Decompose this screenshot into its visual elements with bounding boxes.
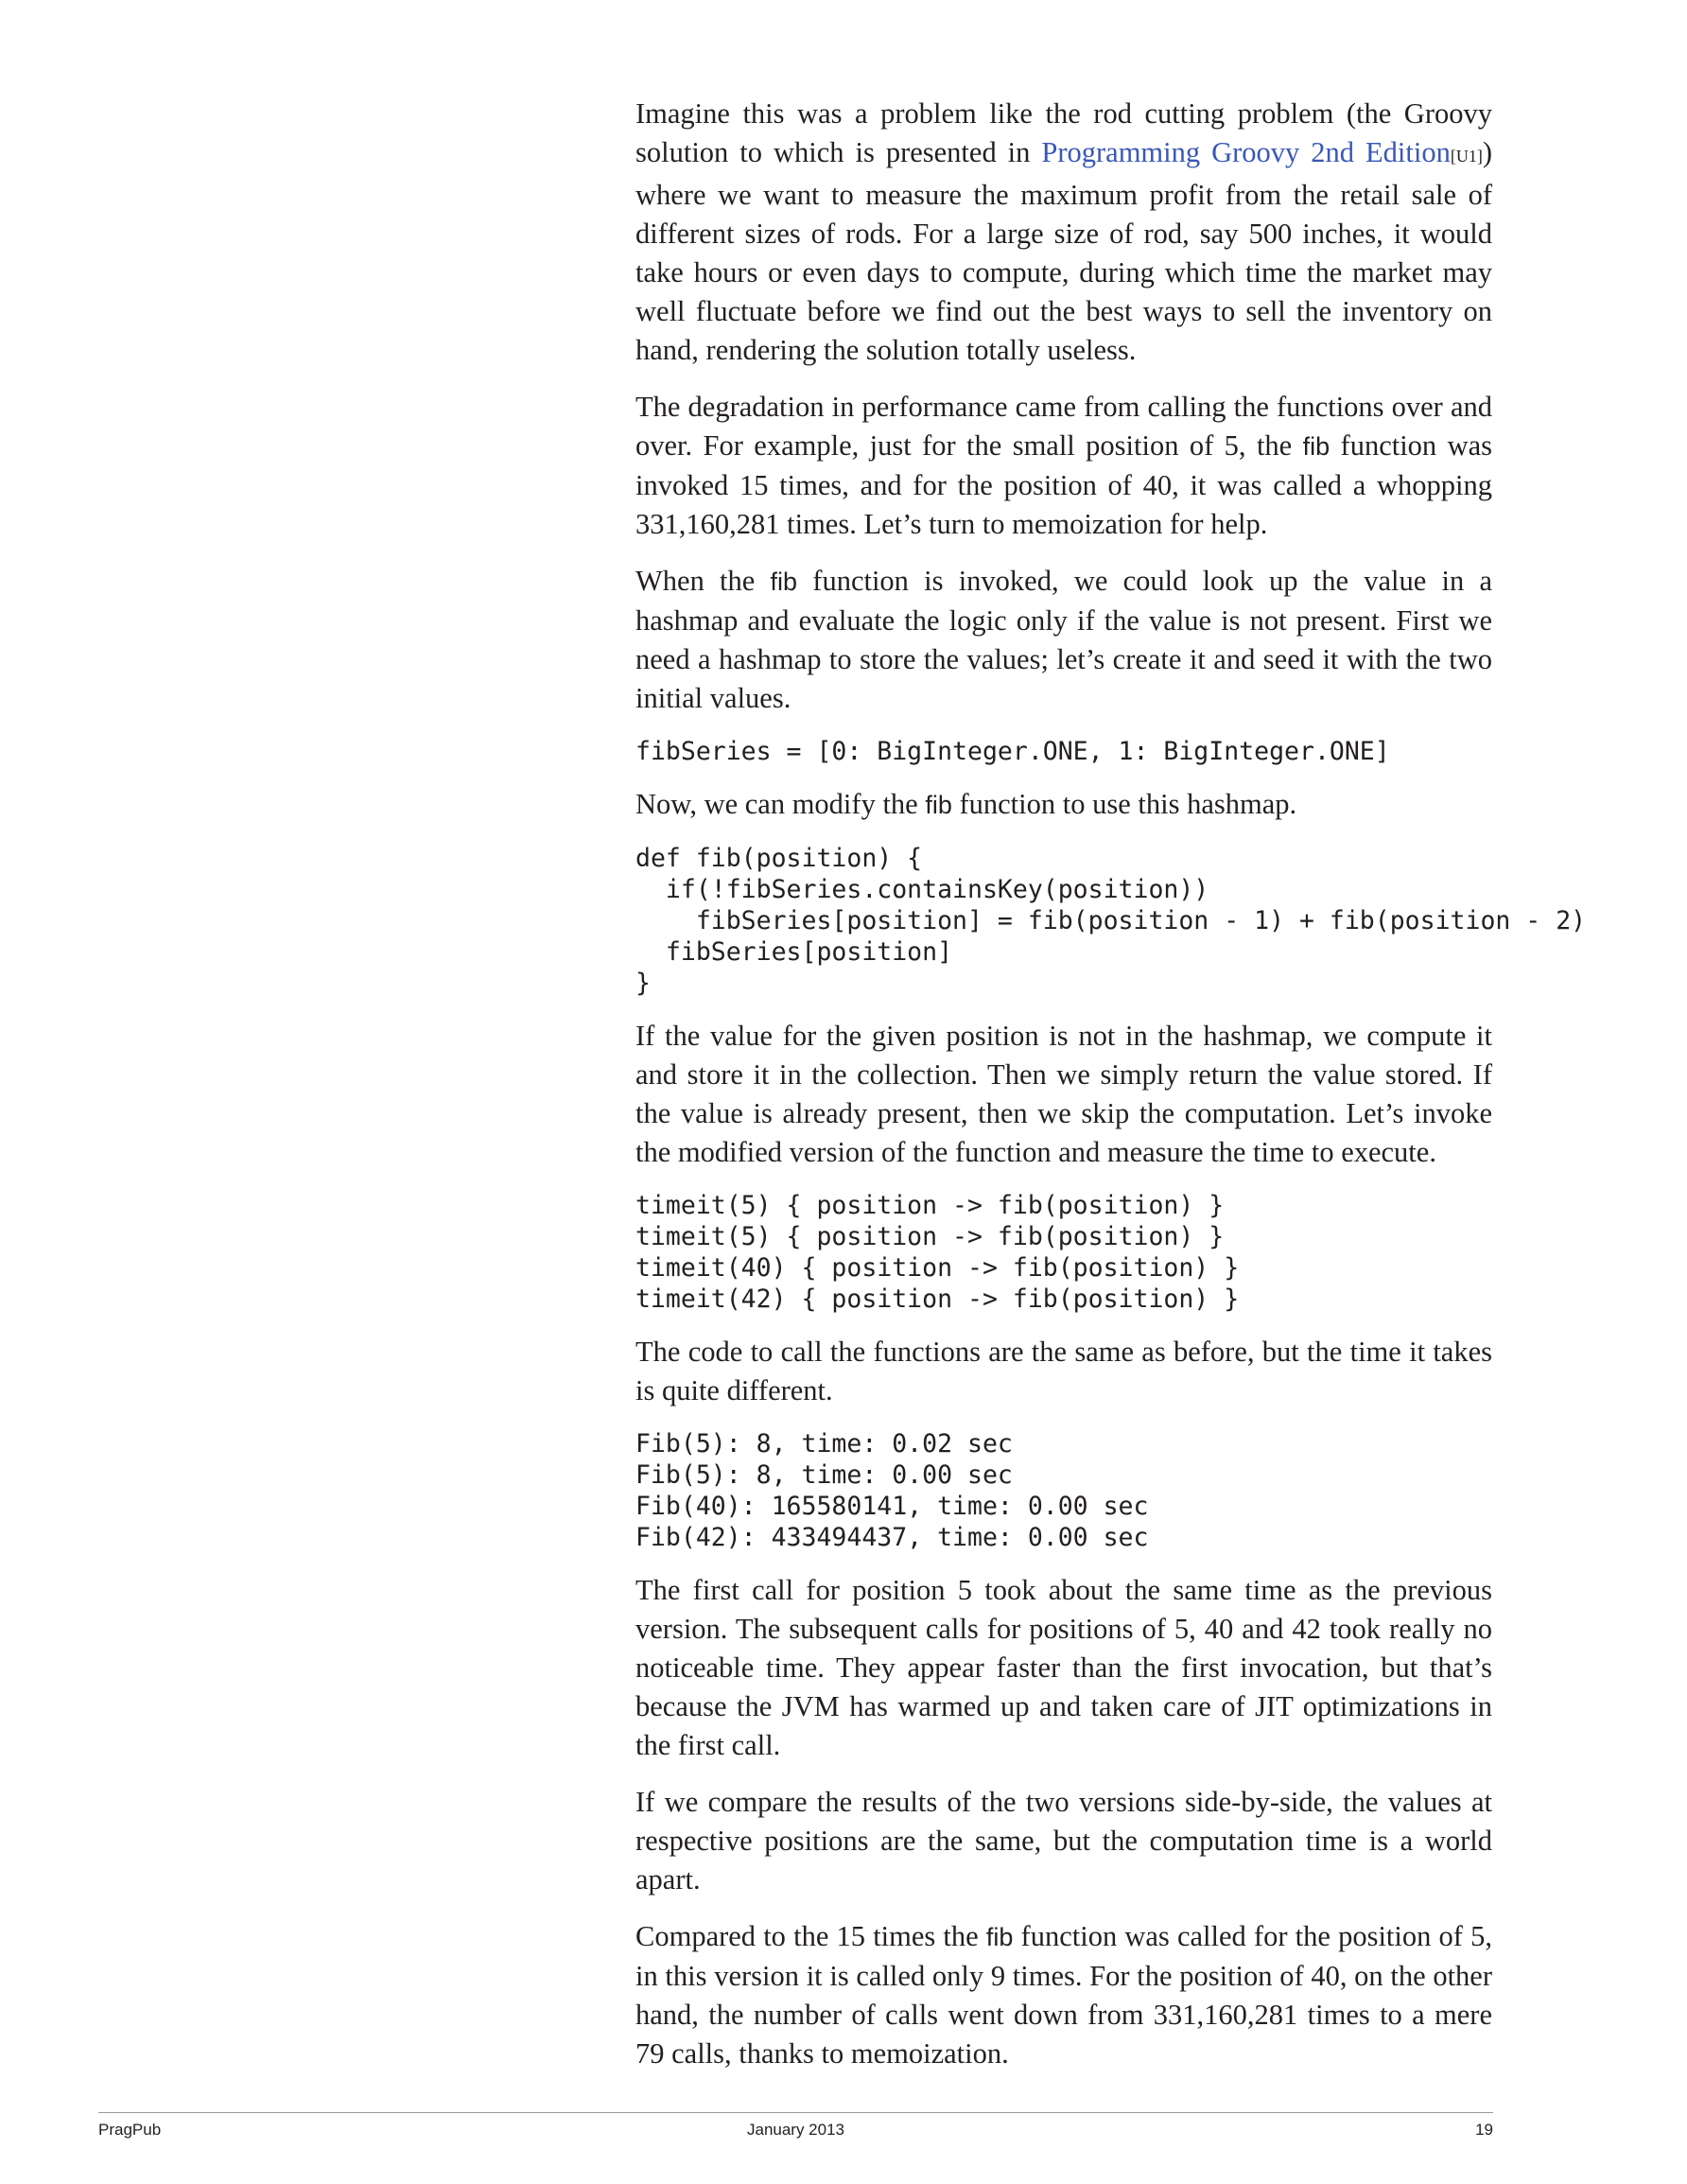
inline-code-fib: fib (1302, 432, 1330, 461)
paragraph-text: The degradation in performance came from calling the functions over and over. For example, just for the small position of 5, the (635, 391, 1492, 462)
footer-publication: PragPub (98, 2121, 162, 2139)
code-block-timeit-calls: timeit(5) { position -> fib(position) } timeit(5) { position -> fib(position) } timeit(40) { position -> fib(position) } timeit(42) { position -> fib(position) } (635, 1191, 1240, 1314)
reference-marker: [U1] (1450, 147, 1483, 166)
paragraph-text: Imagine this was a problem like the rod cutting problem (the Groovy solution to which is presented in (635, 97, 1492, 168)
paragraph-text: Compared to the 15 times the (635, 1920, 986, 1952)
paragraph-text: function is invoked, we could look up the value in a hashmap and evaluate the logic only if the value is not present. First we need a hashmap to store the values; let’s create it and seed it with the two initial values. (635, 565, 1492, 714)
inline-code-fib: fib (985, 1923, 1014, 1951)
code-block-output: Fib(5): 8, time: 0.02 sec Fib(5): 8, time: 0.00 sec Fib(40): 165580141, time: 0.00 sec Fib(42): 433494437, time: 0.00 sec (635, 1429, 1149, 1552)
paragraph-first-call: The first call for position 5 took about the same time as the previous version. The subsequent calls for positions of 5, 40 and 42 took really no noticeable time. They appear faster than the first invocation, but that’s because the JVM has warmed up and taken care of JIT optimizations in the first call. (635, 1574, 1492, 1761)
paragraph-call-count (635, 1917, 1492, 2073)
code-block-fib-series: fibSeries = [0: BigInteger.ONE, 1: BigInteger.ONE] (635, 737, 1390, 766)
paragraph-text: function was called for the position of 5, in this version it is called only 9 times. For the position of 40, on the other hand, the number of calls went down from 331,160,281 times to a mere 79 calls, thanks to memoization. (635, 1920, 1492, 2070)
paragraph-compute-store: If the value for the given position is not in the hashmap, we compute it and store it in the collection. Then we simply return the value stored. If the value is already present, then we skip the computation. Let’s invoke the modified version of the function and measure the time to execute. (635, 1020, 1492, 1168)
paragraph-text: ) where we want to measure the maximum profit from the retail sale of different sizes of rods. For a large size of rod, say 500 inches, it would take hours or even days to compute, during which time the market may well fluctuate before we find out the best ways to sell the inventory on hand, rendering the solution totally useless. (635, 136, 1492, 366)
paragraph-text: Now, we can modify the (635, 788, 926, 820)
code-block-fib-definition: def fib(position) { if(!fibSeries.containsKey(position)) fibSeries[position] = fib(position - 1) + fib(position - 2) fibSeries[position] } (635, 844, 1587, 998)
footer-page-number: 19 (1475, 2121, 1493, 2139)
paragraph-hashmap-lookup (635, 562, 1492, 718)
article-body (635, 95, 1587, 2091)
paragraph-side-by-side: If we compare the results of the two versions side-by-side, the values at respective positions are the same, but the computation time is a world apart. (635, 1786, 1492, 1896)
footer-date: January 2013 (746, 2121, 845, 2139)
paragraph-degradation (635, 388, 1492, 544)
paragraph-modify-fib (635, 785, 1492, 825)
programming-groovy-link[interactable]: Programming Groovy 2nd Edition (1041, 136, 1451, 168)
paragraph-text: When the (635, 565, 771, 597)
page-footer (98, 2112, 1493, 2141)
paragraph-rod-cutting (635, 95, 1492, 370)
inline-code-fib: fib (770, 568, 798, 596)
paragraph-text: function to use this hashmap. (951, 788, 1297, 820)
paragraph-same-code: The code to call the functions are the same as before, but the time it takes is quite different. (635, 1336, 1492, 1406)
paragraph-text: function was invoked 15 times, and for the position of 40, it was called a whopping 331,160,281 times. Let’s turn to memoization for help. (635, 429, 1493, 540)
inline-code-fib: fib (925, 791, 952, 819)
